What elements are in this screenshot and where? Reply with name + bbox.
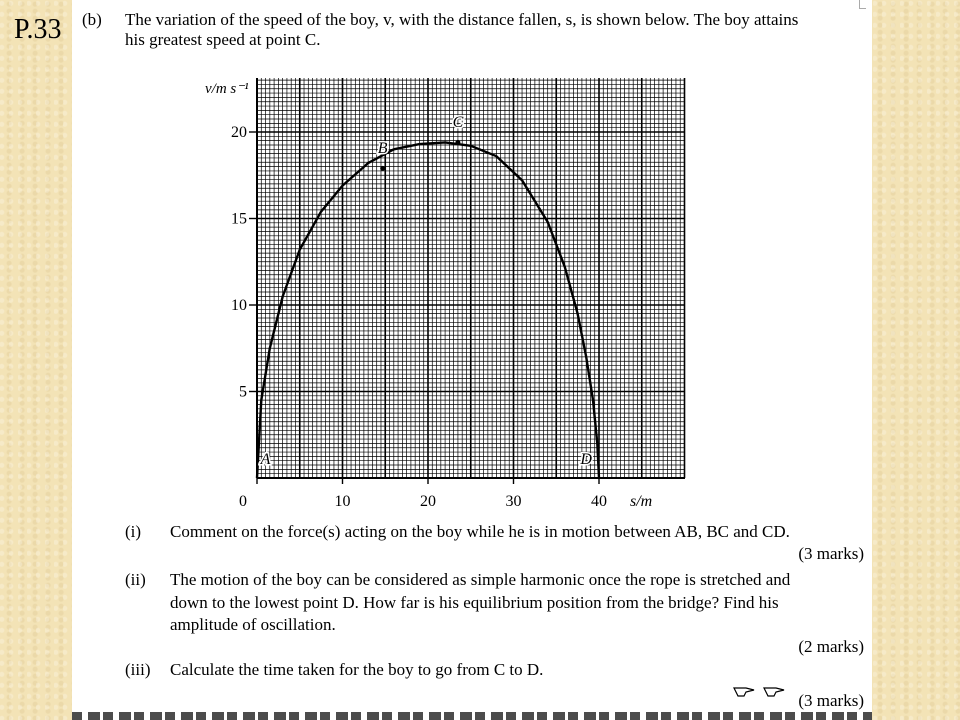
label-c: C: [452, 113, 464, 131]
subq-2-num: (ii): [125, 570, 146, 589]
x-tick-label: 10: [334, 493, 351, 510]
subq-2-line-1: The motion of the boy can be considered as simple harmonic once the rope is stretched and: [170, 570, 791, 589]
speed-distance-graph: [72, 0, 872, 520]
point-b-marker: [380, 166, 385, 171]
subq-3-num: (iii): [125, 660, 151, 679]
subq-2-line-3: amplitude of oscillation.: [170, 615, 336, 634]
label-d: D: [580, 451, 592, 469]
subq-3-line-1: Calculate the time taken for the boy to go from C to D.: [170, 660, 544, 679]
subq-1-num: (i): [125, 522, 142, 541]
y-tick-label: 20: [231, 124, 247, 141]
slide-number: P.33: [14, 14, 62, 45]
x-tick-label: 40: [591, 493, 607, 510]
y-tick-label: 5: [239, 383, 247, 401]
y-axis-label: v/m s⁻¹: [205, 81, 249, 97]
x-tick-label: 30: [505, 493, 522, 510]
subq-1-marks: (3 marks): [798, 544, 864, 563]
subq-1-line-1: Comment on the force(s) acting on the boy while he is in motion between AB, BC and CD.: [170, 522, 790, 541]
label-a: A: [260, 451, 271, 469]
pointing-hand-icon: [732, 684, 758, 698]
part-label: (b): [82, 10, 102, 29]
label-b: B: [377, 139, 388, 157]
subq-2-marks: (2 marks): [798, 637, 864, 656]
cut-off-next-line: [72, 712, 872, 720]
y-tick-label: 15: [231, 210, 247, 228]
x-axis-label: s/m: [630, 493, 653, 510]
intro-line-2: his greatest speed at point C.: [125, 30, 321, 49]
subq-2-line-2: down to the lowest point D. How far is his equilibrium position from the bridge? Find his: [170, 593, 779, 612]
y-tick-label: 10: [231, 297, 247, 314]
subq-3-marks: (3 marks): [798, 691, 864, 710]
pointing-hand-icon: [762, 684, 788, 698]
x-tick-label: 0: [239, 493, 247, 510]
x-tick-label: 20: [420, 493, 436, 510]
exam-paper: [72, 0, 872, 720]
point-c-marker: [455, 140, 460, 145]
intro-line-1: The variation of the speed of the boy, v, with the distance fallen, s, is shown below. The boy attains: [125, 10, 799, 29]
